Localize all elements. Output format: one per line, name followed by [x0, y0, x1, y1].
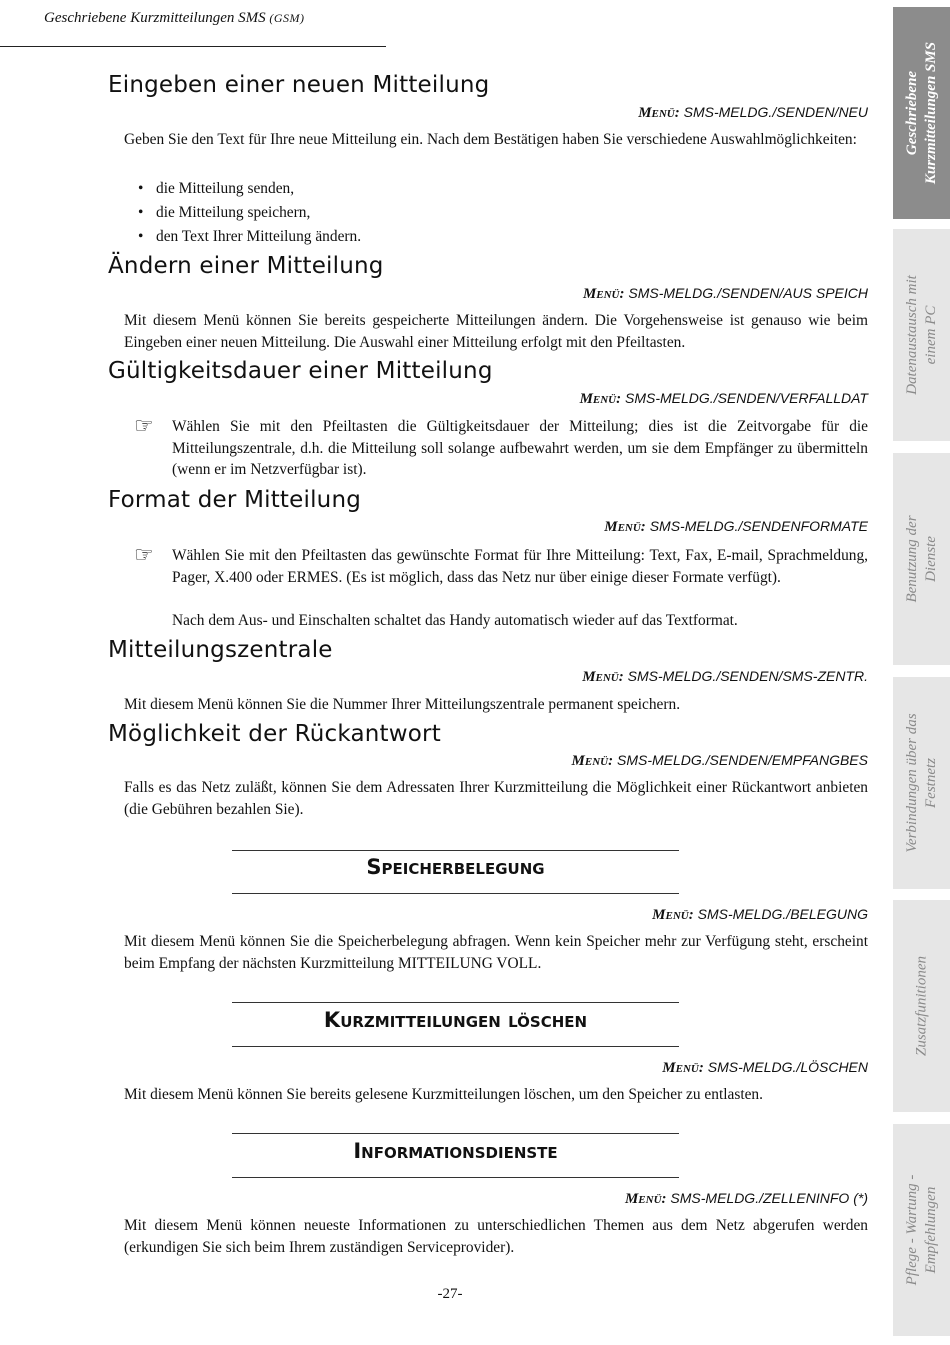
menu-label: Menü:: [579, 391, 622, 407]
menu-path-value: SMS-MELDG./SENDEN/VERFALLDAT: [625, 390, 868, 406]
side-tab-label: Benutzung der Dienste: [903, 515, 939, 603]
section-heading: Format der Mitteilung: [108, 487, 362, 513]
menu-label: Menü:: [638, 105, 680, 121]
menu-path-value: SMS-MELDG./BELEGUNG: [697, 906, 868, 922]
menu-label: Menü:: [624, 1191, 667, 1207]
menu-label: Menü:: [582, 286, 625, 302]
menu-path: [625, 1190, 868, 1208]
menu-path: [638, 104, 868, 122]
menu-label: Menü:: [662, 1060, 704, 1076]
menu-path-value: SMS-MELDG./SENDEN/AUS SPEICH: [628, 285, 868, 301]
list-item: • die Mitteilung senden,: [124, 177, 361, 201]
option-list: [124, 177, 361, 249]
menu-path-value: SMS-MELDG./LÖSCHEN: [707, 1059, 868, 1075]
section-text: Mit diesem Menü können Sie bereits gespeicherte Mitteilungen ändern. Die Vorgehensweise ist genauso wie beim Eingeben einer neuen Mitteilung. Die Auswahl einer Mitteilung erfolgt mit den Pfeiltasten.: [124, 312, 868, 351]
menu-path-value: SMS-MELDG./SENDEN/EMPFANGBES: [616, 752, 868, 768]
side-tab-dienste[interactable]: [893, 453, 950, 665]
menu-label: Menü:: [652, 907, 694, 923]
section-rule: [232, 1133, 679, 1134]
section-text: Mit diesem Menü können neueste Informationen zu unterschiedlichen Themen aus dem Netz abgerufen werden (erkundigen Sie sich beim Ihrem zuständigen Serviceprovider).: [124, 1217, 868, 1256]
running-title: Geschriebene Kurzmitteilungen SMS: [44, 10, 266, 26]
menu-path: [583, 285, 868, 303]
section-heading: Eingeben einer neuen Mitteilung: [108, 72, 490, 98]
section-rule: [232, 1002, 679, 1003]
section-heading: Gültigkeitsdauer einer Mitteilung: [108, 358, 493, 384]
section-text: Geben Sie den Text für Ihre neue Mitteilung ein. Nach dem Bestätigen haben Sie verschiedene Auswahlmöglichkeiten:: [124, 131, 857, 148]
page-number: -27-: [437, 1286, 463, 1302]
side-tab-label: Geschriebene Kurzmitteilungen SMS: [903, 41, 939, 185]
side-tab-label: Verbindungen über das Festnetz: [903, 713, 939, 853]
section-rule: [232, 850, 679, 851]
section-rule: [232, 1046, 679, 1047]
menu-path-value: SMS-MELDG./SENDEN/SMS-ZENTR.: [627, 668, 868, 684]
major-section-title: Informationsdienste: [353, 1139, 558, 1163]
major-section-title: Speicherbelegung: [366, 855, 545, 879]
section-text: Wählen Sie mit den Pfeiltasten die Gültigkeitsdauer der Mitteilung; dies ist die Zeitvorgabe für die Mitteilungszentrale, d.h. die Mitteilung soll solange aufbewahrt werden, um sie dem Empfänger zu übermitteln (wenn er im Netzverfügbar ist).: [172, 418, 868, 478]
section-heading: Mitteilungszentrale: [108, 637, 333, 663]
side-tab-sms[interactable]: [893, 7, 950, 219]
menu-label: Menü:: [582, 669, 624, 685]
section-rule: [232, 1177, 679, 1178]
menu-path: [604, 518, 868, 536]
side-tab-festnetz[interactable]: [893, 677, 950, 889]
section-text: Falls es das Netz zuläßt, können Sie dem Adressaten Ihrer Kurzmitteilung die Möglichkeit einer Rückantwort anbieten (die Gebühren bezahlen Sie).: [124, 779, 868, 818]
side-tab-zusatzfunktionen[interactable]: [893, 900, 950, 1112]
menu-path: [652, 906, 868, 924]
menu-label: Menü:: [571, 753, 614, 769]
menu-path: [662, 1059, 868, 1077]
menu-path-value: SMS-MELDG./SENDEN/NEU: [683, 104, 868, 120]
side-tab-pflege[interactable]: [893, 1124, 950, 1336]
pointing-hand-icon: ☞: [134, 413, 154, 438]
menu-label: Menü:: [604, 519, 646, 535]
side-tab-label: Zusatzfunitionen: [913, 955, 929, 1057]
section-rule: [232, 893, 679, 894]
section-note: Nach dem Aus- und Einschalten schaltet das Handy automatisch wieder auf das Textformat.: [172, 612, 738, 629]
menu-path: [580, 390, 868, 408]
section-heading: Ändern einer Mitteilung: [108, 253, 384, 279]
menu-path: [582, 668, 868, 686]
running-title-suffix: (GSM): [269, 11, 305, 25]
section-heading: Möglichkeit der Rückantwort: [108, 721, 441, 747]
pointing-hand-icon: ☞: [134, 542, 154, 567]
section-text: Mit diesem Menü können Sie bereits gelesene Kurzmitteilungen löschen, um den Speicher zu entlasten.: [124, 1086, 763, 1103]
section-text: Mit diesem Menü können Sie die Speicherbelegung abfragen. Wenn kein Speicher mehr zur Verfügung steht, erscheint beim Empfang der nächsten Kurzmitteilung MITTEILUNG VOLL.: [124, 933, 868, 972]
menu-path: [572, 752, 868, 770]
side-tab-label: Pflege - Wartung - Empfehlungen: [903, 1174, 939, 1286]
side-tab-pc[interactable]: [893, 229, 950, 441]
running-header: [44, 10, 305, 27]
menu-path-value: SMS-MELDG./SENDENFORMATE: [649, 518, 868, 534]
major-section-title: Kurzmitteilungen löschen: [323, 1008, 588, 1032]
list-item: • die Mitteilung speichern,: [124, 201, 361, 225]
menu-path-value: SMS-MELDG./ZELLENINFO (*): [670, 1190, 868, 1206]
section-text: Wählen Sie mit den Pfeiltasten das gewünschte Format für Ihre Mitteilung: Text, Fax, E-mail, Sprachmeldung, Pager, X.400 oder ERMES. (Es ist möglich, dass das Netz nur über einige dieser Formate verfügt).: [172, 547, 868, 586]
section-text: Mit diesem Menü können Sie die Nummer Ihrer Mitteilungszentrale permanent speichern.: [124, 696, 681, 713]
list-item: • den Text Ihrer Mitteilung ändern.: [124, 225, 361, 249]
header-rule: [0, 46, 386, 47]
side-tab-label: Datenaustausch mit einem PC: [903, 275, 939, 395]
